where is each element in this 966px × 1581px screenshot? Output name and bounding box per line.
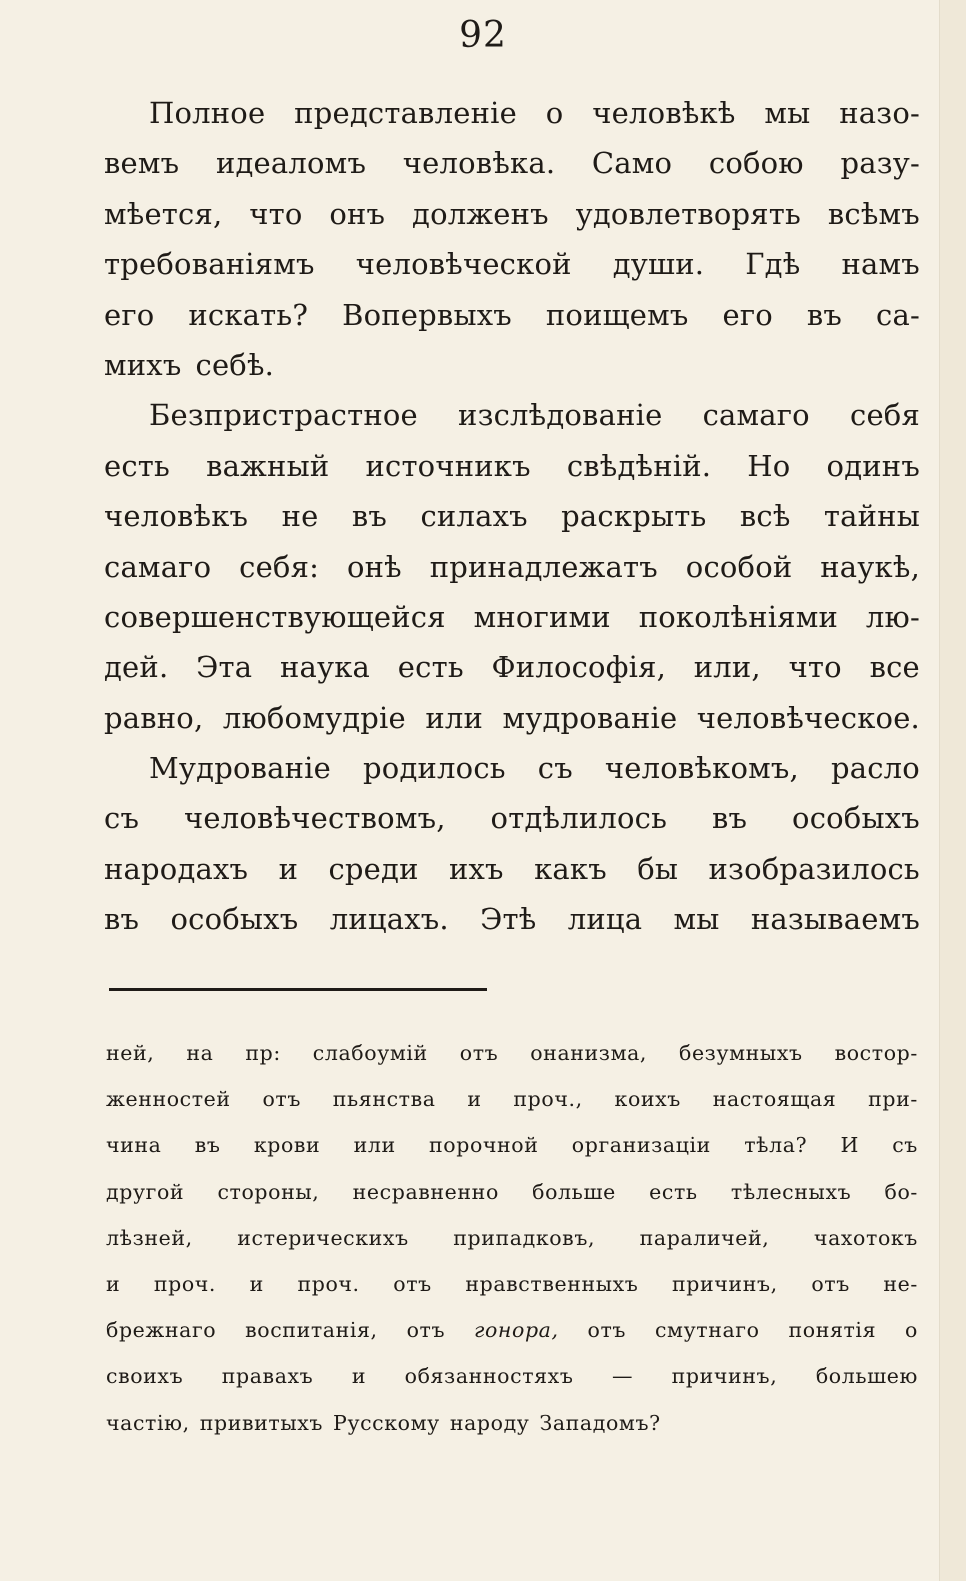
word: называемъ (750, 902, 920, 937)
footnote-word: востор- (834, 1041, 918, 1065)
word: всѣ (739, 499, 791, 534)
text-line (104, 88, 920, 138)
text-line (104, 290, 920, 340)
word: среди (328, 851, 419, 886)
word: самаго (702, 398, 810, 433)
footnote-line (106, 1030, 918, 1076)
word: источникъ (365, 448, 531, 483)
word: есть (397, 650, 464, 685)
word: въ (711, 801, 748, 836)
footnote-word: при- (868, 1087, 918, 1112)
footnote-line (106, 1307, 918, 1353)
word: человѣкѣ (592, 96, 736, 130)
footnote-word: — (612, 1364, 634, 1389)
word: многими (473, 599, 611, 634)
text-line (104, 239, 920, 289)
word: мѣется, (104, 196, 223, 231)
word: особыхъ (792, 801, 920, 836)
footnote-word: ней, (106, 1041, 155, 1065)
word: человѣческое. (696, 700, 920, 735)
word: народахъ (104, 851, 249, 886)
word: важный (206, 448, 330, 483)
text-line (104, 189, 920, 239)
footnote-word: тѣла? (744, 1133, 808, 1158)
footnote-word: отъ (262, 1087, 301, 1112)
word: его (722, 297, 773, 332)
footnote-word: брежнаго (106, 1318, 217, 1343)
text-line (104, 894, 920, 944)
word: всѣмъ (827, 196, 920, 231)
word: ихъ (448, 851, 504, 886)
footnote-word: чахотокъ (813, 1225, 918, 1250)
word: Эта (196, 650, 253, 685)
word: какъ (534, 851, 607, 886)
word: его (104, 297, 155, 332)
footnote-word: частію, (106, 1410, 190, 1435)
text-line (104, 542, 920, 592)
footnote-word: тѣлесныхъ (730, 1179, 852, 1204)
word: или, (693, 650, 761, 685)
word: представленіе (294, 96, 517, 130)
word: особыхъ (170, 902, 299, 937)
word: себя: (239, 549, 320, 584)
word: души. (612, 247, 705, 282)
word: наукѣ, (820, 549, 920, 584)
footnote-word: отъ (459, 1041, 499, 1065)
main-text (104, 88, 920, 945)
footnote-line (106, 1400, 918, 1446)
word: себѣ. (195, 347, 275, 382)
footnote-word: онанизма, (530, 1041, 648, 1065)
word: изобразилось (708, 851, 920, 886)
word: въ (104, 902, 140, 937)
footnote-word: Русскому (333, 1410, 440, 1435)
word: наука (279, 650, 371, 685)
footnote-word: есть (649, 1179, 698, 1204)
footnote-word: правахъ (221, 1364, 314, 1389)
word: лицахъ. (329, 902, 449, 937)
footnote-word: истерическихъ (237, 1225, 409, 1250)
footnote-line (106, 1122, 918, 1168)
word: или (425, 700, 484, 735)
word: Гдѣ (745, 247, 801, 282)
word: дей. (104, 650, 169, 685)
word: назо- (839, 96, 920, 130)
word: искать? (188, 297, 309, 332)
word: что (788, 650, 842, 685)
footnote-line (106, 1076, 918, 1122)
word: въ (351, 499, 388, 534)
footnote-word: не- (883, 1271, 918, 1296)
word: родилось (363, 751, 506, 786)
text-line (104, 844, 920, 894)
word: есть (104, 448, 171, 483)
word: любомудріе (222, 700, 406, 735)
footnote-word: и (106, 1271, 121, 1296)
footnote-line (106, 1169, 918, 1215)
word: собою (708, 146, 804, 181)
text-line (104, 642, 920, 692)
word: намъ (841, 247, 920, 282)
word: Само (591, 146, 673, 181)
word: тайны (823, 499, 920, 534)
word: и (278, 851, 299, 886)
word: Вопервыхъ (342, 297, 512, 332)
word: съ (537, 751, 573, 786)
word: удовлетворять (575, 196, 802, 231)
text-line (104, 340, 920, 390)
word: себя (850, 398, 920, 433)
word: онѣ (346, 549, 402, 584)
footnote-word: смутнаго (654, 1318, 760, 1343)
footnote-word: организаціи (571, 1133, 711, 1158)
footnote-word: бо- (884, 1179, 918, 1204)
footnote-word: отъ (587, 1318, 627, 1343)
word: лица (567, 902, 643, 937)
word: человѣкомъ, (604, 751, 799, 786)
word: въ (806, 297, 843, 332)
footnote-word: привитыхъ (199, 1410, 324, 1435)
footnote-word: и (351, 1364, 367, 1389)
text-line (104, 441, 920, 491)
footnote-word: коихъ (614, 1087, 681, 1112)
word: Полное (149, 96, 266, 130)
word: особой (685, 549, 793, 584)
word: лю- (865, 599, 920, 634)
footnote-line (106, 1215, 918, 1261)
footnote-word: гонора, (474, 1318, 559, 1343)
word: свѣдѣній. (566, 448, 712, 483)
word: совершенствующейся (104, 599, 446, 634)
word: Философія, (491, 650, 667, 685)
footnote-word: или (353, 1133, 396, 1158)
footnote-word: слабоумій (312, 1041, 428, 1065)
footnote-word: порочной (429, 1133, 539, 1158)
footnote-word: настоящая (712, 1087, 837, 1112)
footnote-word: проч. (297, 1271, 360, 1296)
footnote-word: и (467, 1087, 482, 1112)
footnote-word: о (905, 1318, 918, 1343)
footnote-word: на (186, 1041, 214, 1065)
text-line (104, 491, 920, 541)
word: равно, (104, 700, 204, 735)
footnote-word: параличей, (639, 1225, 770, 1250)
word: разу- (840, 146, 920, 181)
footnote-word: своихъ (106, 1364, 184, 1389)
footnote-word: чина (106, 1133, 162, 1158)
footnote-word: причинъ, (671, 1364, 778, 1389)
word: самаго (104, 549, 212, 584)
word: бы (637, 851, 679, 886)
footnote-word: другой (106, 1179, 185, 1204)
text-line (104, 743, 920, 793)
footnote-word: обязанностяхъ (404, 1364, 574, 1389)
footnote-word: женностей (106, 1087, 231, 1112)
footnote-word: народу (449, 1410, 530, 1435)
word: расло (830, 751, 920, 786)
word: человѣчествомъ, (183, 801, 446, 836)
word: человѣкъ (104, 499, 249, 534)
footnote-line (106, 1353, 918, 1399)
footnote-word: воспитанія, (245, 1318, 378, 1343)
word: не (281, 499, 319, 534)
word: мы (673, 902, 720, 937)
word: отдѣлилось (490, 801, 668, 836)
footnote-word: отъ (393, 1271, 432, 1296)
footnote (106, 1030, 918, 1446)
footnote-word: И (840, 1133, 859, 1158)
footnote-word: проч., (513, 1087, 583, 1112)
word: раскрыть (561, 499, 707, 534)
text-line (104, 592, 920, 642)
text-line (104, 793, 920, 843)
footnote-line (106, 1261, 918, 1307)
footnote-word: и (249, 1271, 264, 1296)
word: идеаломъ (215, 146, 367, 181)
word: вемъ (104, 146, 180, 181)
word: Мудрованіе (149, 751, 332, 786)
footnote-word: пьянства (332, 1087, 436, 1112)
word: долженъ (412, 196, 549, 231)
word: изслѣдованіе (458, 398, 663, 433)
footnote-word: проч. (153, 1271, 217, 1296)
footnote-word: крови (253, 1133, 321, 1158)
word: Безпристрастное (149, 398, 418, 433)
footnote-word: отъ (811, 1271, 850, 1296)
word: человѣка. (402, 146, 556, 181)
word: требованіямъ (104, 247, 315, 282)
footnote-word: Западомъ? (539, 1410, 661, 1435)
footnote-word: нравственныхъ (465, 1271, 639, 1296)
word: что (249, 196, 303, 231)
footnote-word: понятія (788, 1318, 877, 1343)
footnote-word: стороны, (217, 1179, 320, 1204)
footnote-word: съ (892, 1133, 918, 1158)
text-line (104, 693, 920, 743)
word: мудрованіе (502, 700, 678, 735)
page-number: 92 (459, 15, 507, 56)
footnote-word: въ (194, 1133, 221, 1158)
word: силахъ (420, 499, 528, 534)
footnote-word: больше (532, 1179, 616, 1204)
word: все (869, 650, 920, 685)
footnote-rule (109, 988, 487, 991)
footnote-word: припадковъ, (453, 1225, 596, 1250)
text-line (104, 390, 920, 440)
footnote-word: большею (815, 1364, 918, 1389)
footnote-word: пр: (245, 1041, 281, 1065)
word: Этѣ (480, 902, 537, 937)
word: мы (764, 96, 811, 130)
word: съ (104, 801, 140, 836)
word: о (545, 96, 564, 130)
footnote-word: безумныхъ (679, 1041, 803, 1065)
word: человѣческой (355, 247, 572, 282)
word: Но (747, 448, 791, 483)
word: са- (876, 297, 920, 332)
word: поищемъ (545, 297, 689, 332)
text-line (104, 138, 920, 188)
word: принадлежатъ (429, 549, 658, 584)
page-edge (939, 0, 966, 1581)
word: поколѣніями (638, 599, 838, 634)
word: онъ (329, 196, 386, 231)
footnote-word: отъ (406, 1318, 446, 1343)
word: михъ (104, 347, 182, 382)
word: одинъ (826, 448, 920, 483)
footnote-word: несравненно (352, 1179, 499, 1204)
footnote-word: лѣзней, (106, 1225, 193, 1250)
footnote-word: причинъ, (672, 1271, 778, 1296)
